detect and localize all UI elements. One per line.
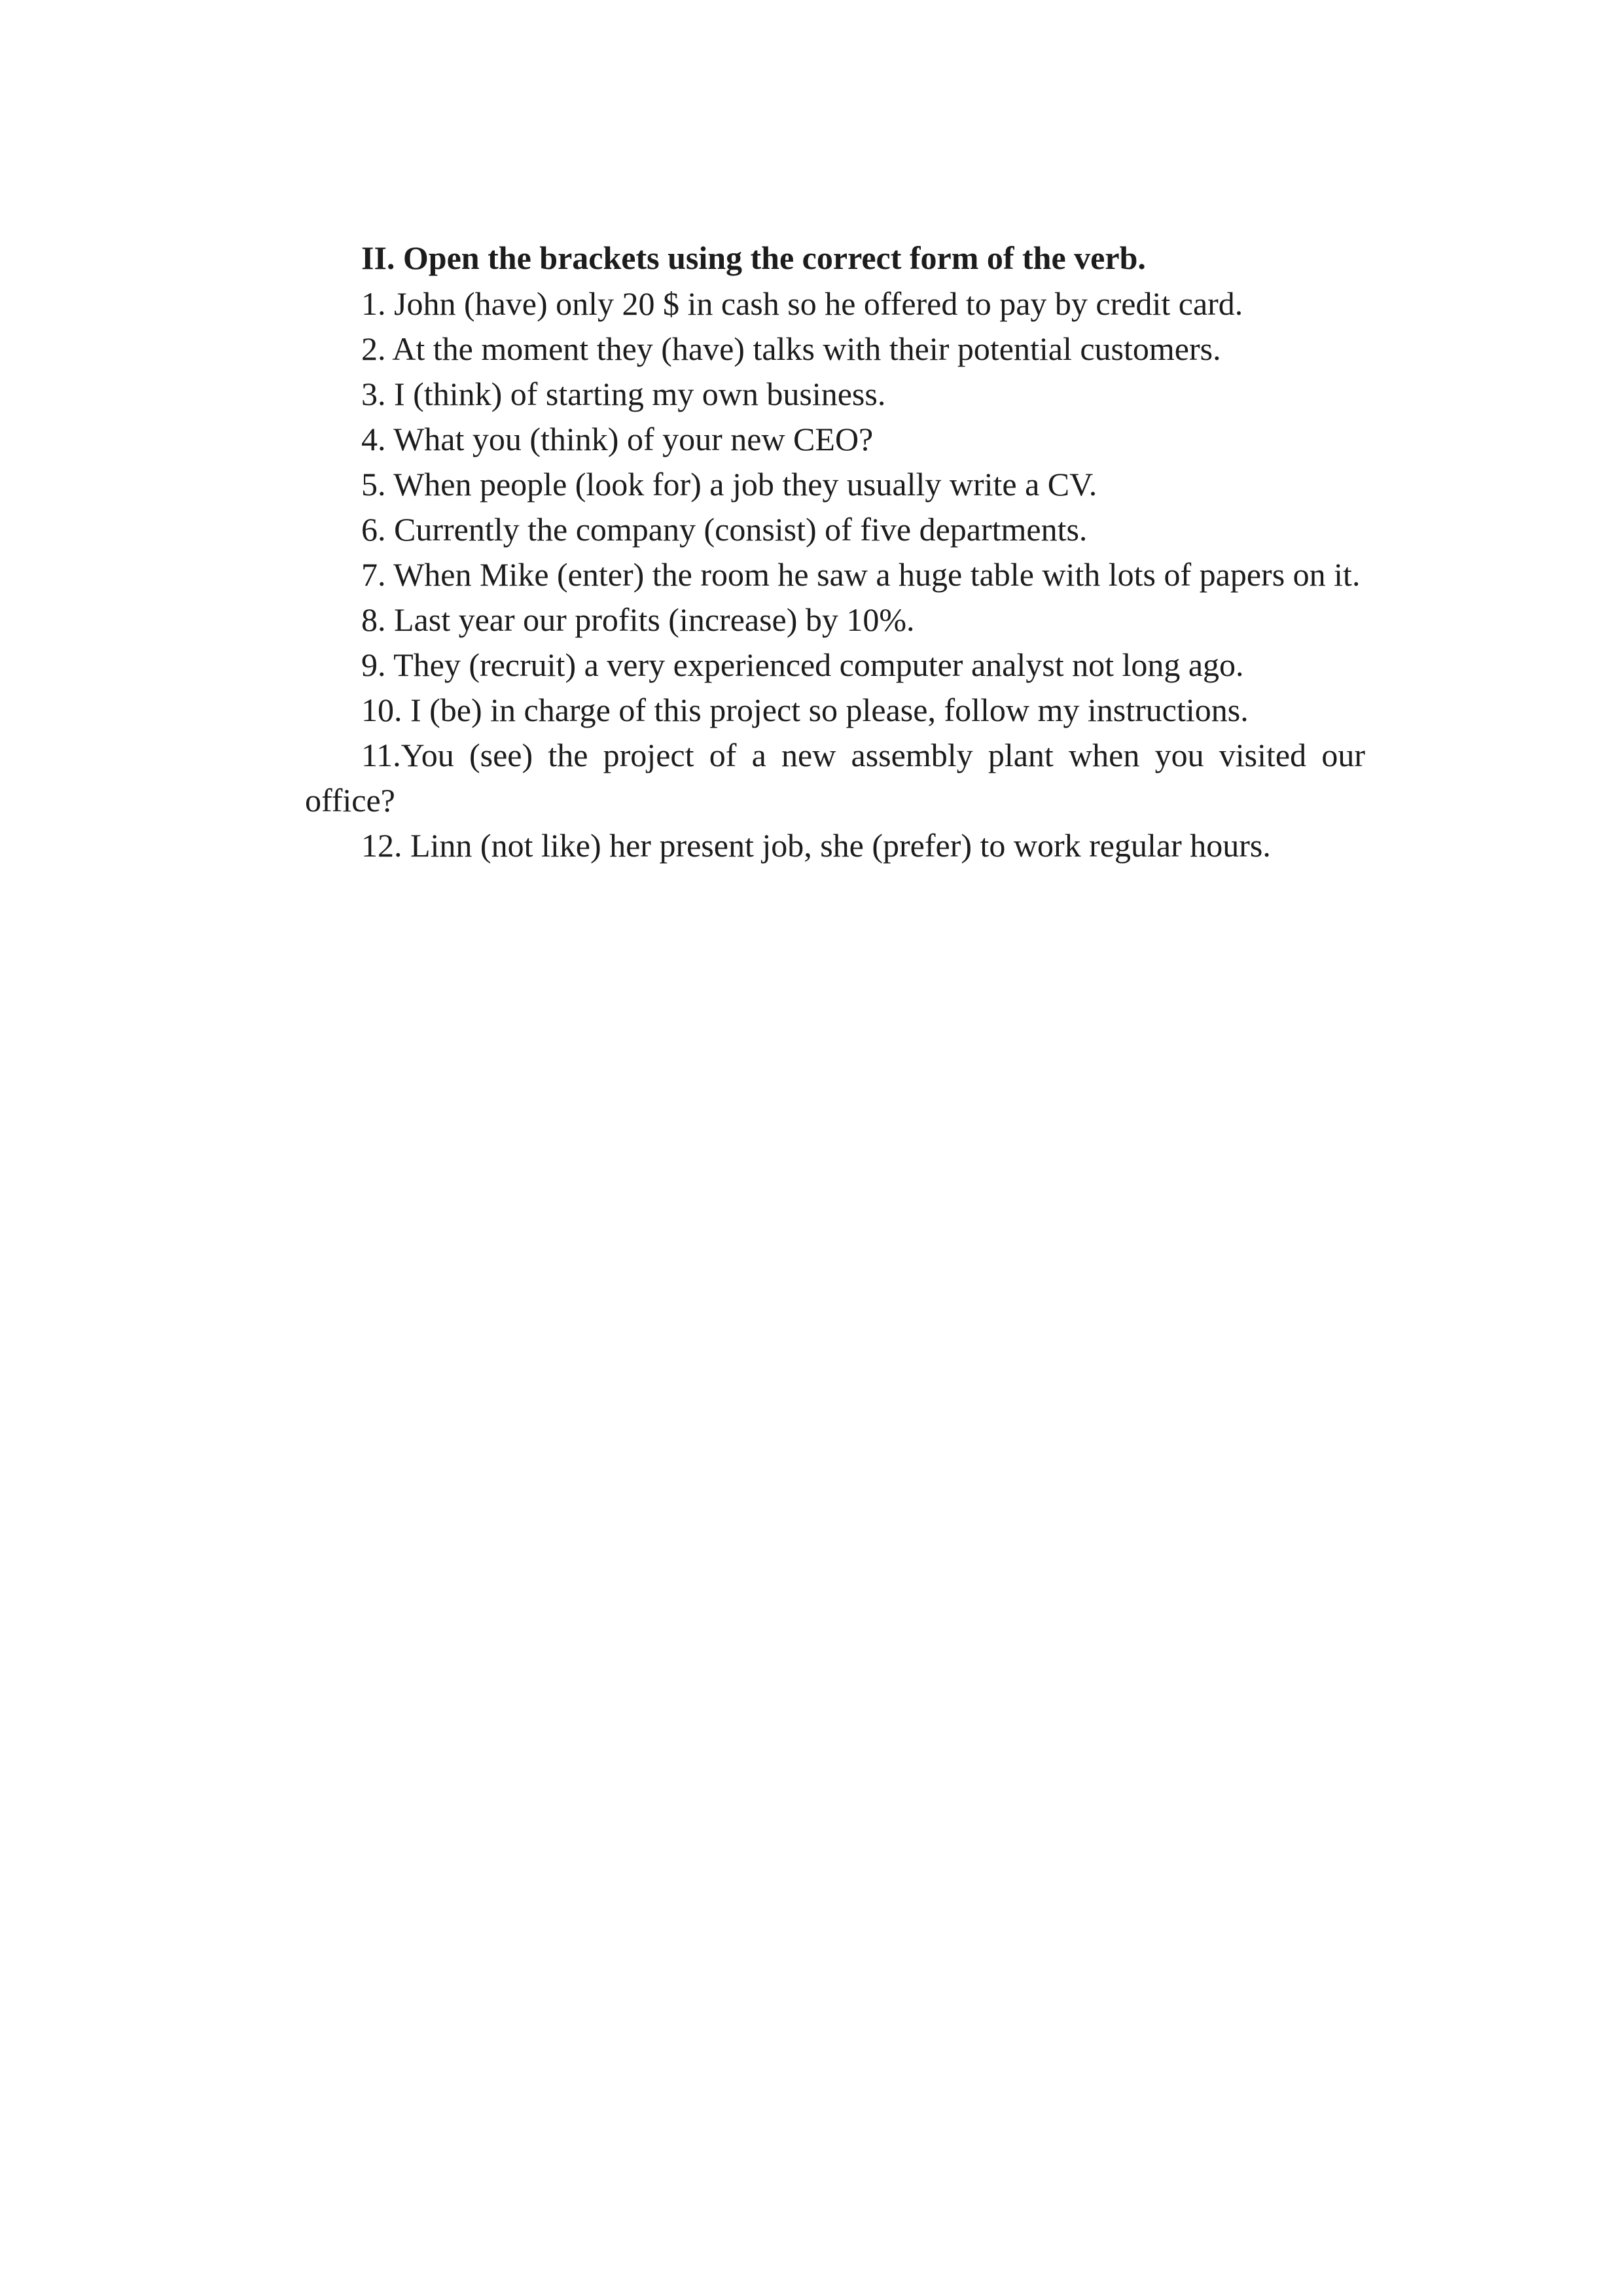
exercise-item-5: 5. When people (look for) a job they usually write a CV. [361, 466, 1097, 503]
exercise-item-12: 12. Linn (not like) her present job, she (prefer) to work regular hours. [361, 827, 1271, 864]
exercise-item-10: 10. I (be) in charge of this project so please, follow my instructions. [361, 692, 1249, 728]
exercise-item-11: 11.You (see) the project of a new assembly plant when you visited our office? [305, 737, 1365, 819]
exercise-item-8: 8. Last year our profits (increase) by 10%. [361, 601, 915, 638]
exercise-block [305, 236, 1365, 868]
exercise-item-7: 7. When Mike (enter) the room he saw a huge table with lots of papers on it. [361, 556, 1361, 593]
exercise-item-6: 6. Currently the company (consist) of five departments. [361, 511, 1088, 548]
exercise-item-1: 1. John (have) only 20 $ in cash so he offered to pay by credit card. [361, 285, 1243, 322]
exercise-item-9: 9. They (recruit) a very experienced computer analyst not long ago. [361, 646, 1244, 683]
exercise-heading: II. Open the brackets using the correct form of the verb. [361, 239, 1146, 276]
exercise-item-4: 4. What you (think) of your new CEO? [361, 421, 874, 457]
exercise-item-3: 3. I (think) of starting my own business. [361, 376, 886, 412]
exercise-item-2: 2. At the moment they (have) talks with their potential customers. [361, 330, 1221, 367]
